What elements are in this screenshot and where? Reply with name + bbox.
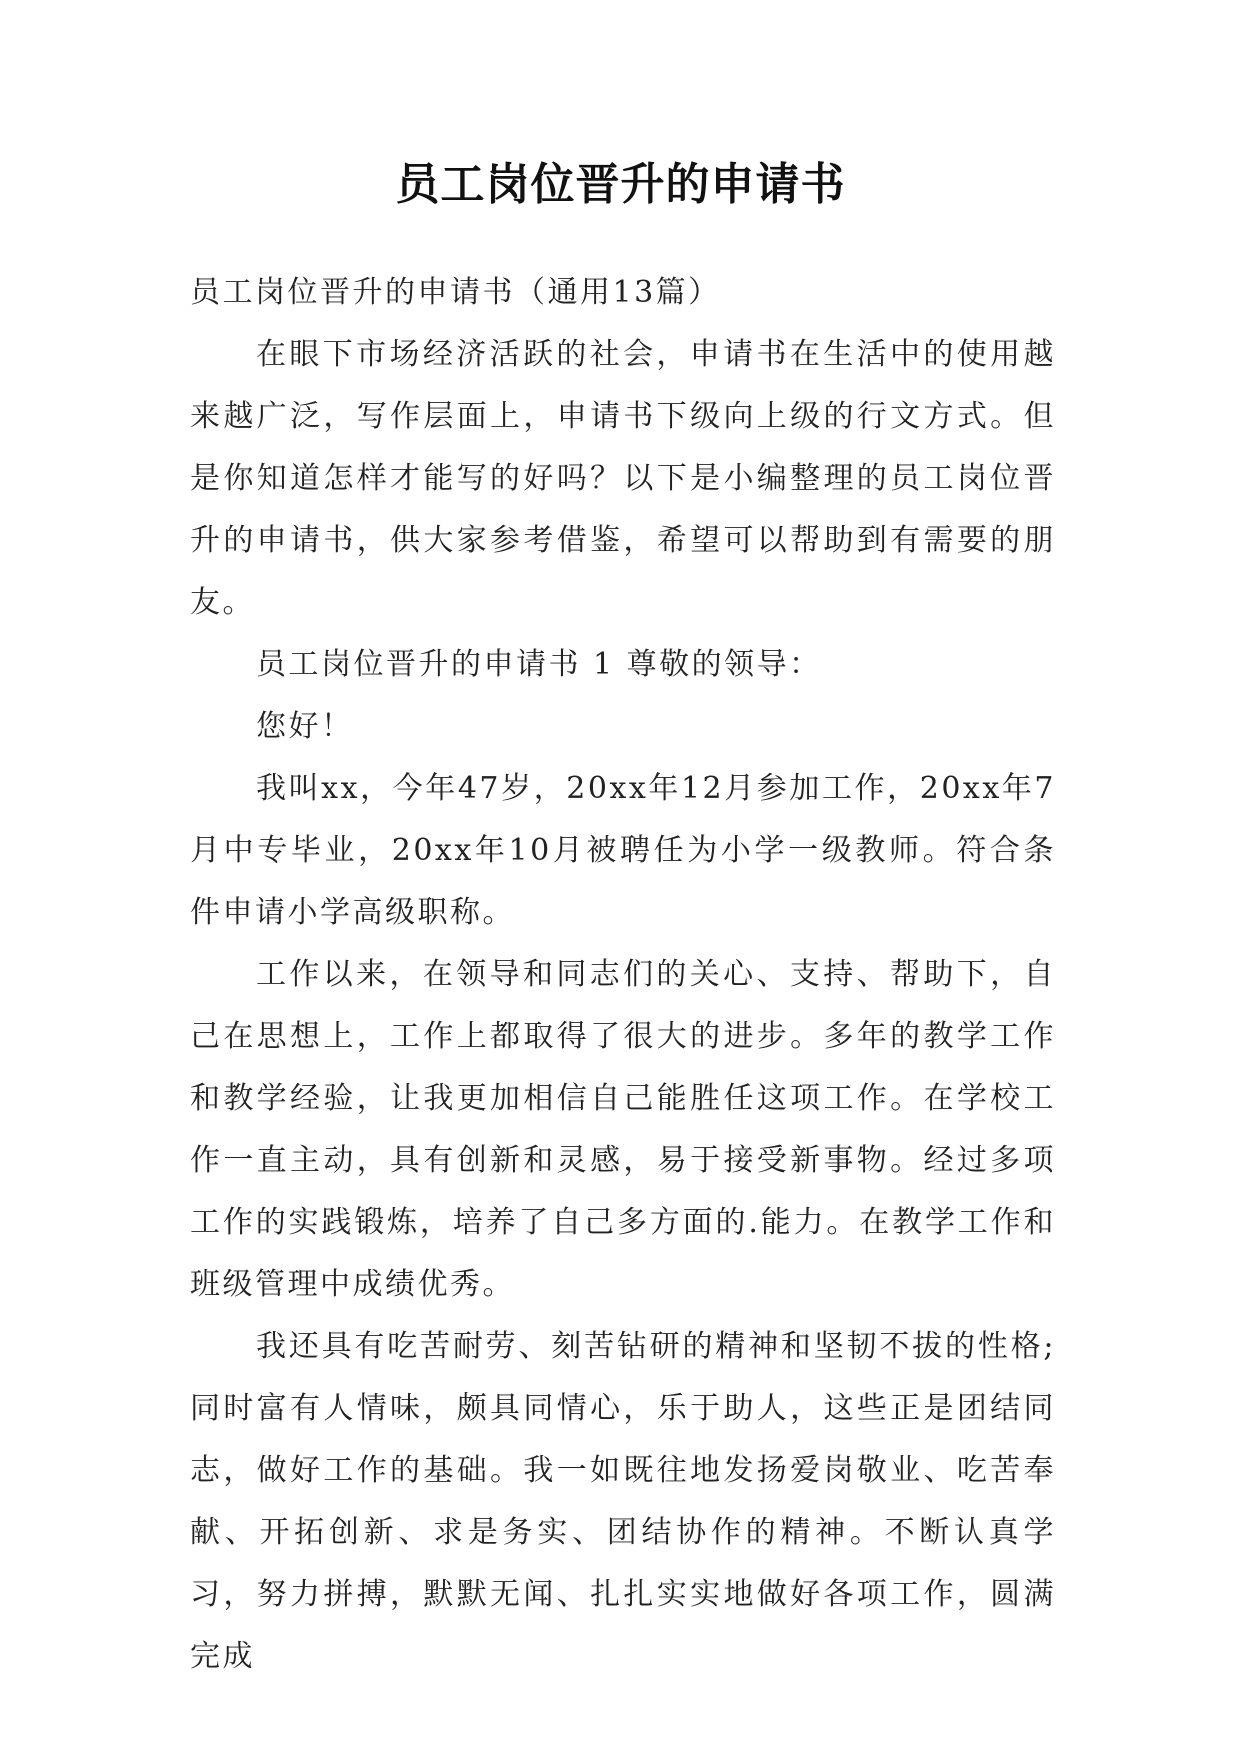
document-body [190, 262, 1056, 1688]
paragraph-self-intro: 我叫xx，今年47岁，20xx年12月参加工作，20xx年7月中专毕业，20xx年10月被聘任为小学一级教师。符合条件申请小学高级职称。 [190, 771, 1056, 930]
paragraph-character: 我还具有吃苦耐劳、刻苦钻研的精神和坚韧不拔的性格;同时富有人情味，颇具同情心，乐于助人，这些正是团结同志，做好工作的基础。我一如既往地发扬爱岗敬业、吃苦奉献、开拓创新、求是务实、团结协作的精神。不断认真学习，努力拼搏，默默无闻、扎扎实实地做好各项工作，圆满完成 [190, 1329, 1056, 1674]
paragraph-greeting: 您好！ [256, 709, 354, 744]
paragraph-salutation: 员工岗位晋升的申请书 1 尊敬的领导： [256, 647, 822, 682]
paragraph-work-experience: 工作以来，在领导和同志们的关心、支持、帮助下，自己在思想上，工作上都取得了很大的进步。多年的教学工作和教学经验，让我更加相信自己能胜任这项工作。在学校工作一直主动，具有创新和灵感，易于接受新事物。经过多项工作的实践锻炼，培养了自己多方面的.能力。在教学工作和班级管理中成绩优秀。 [190, 957, 1056, 1302]
paragraph-intro: 在眼下市场经济活跃的社会，申请书在生活中的使用越来越广泛，写作层面上，申请书下级向上级的行文方式。但是你知道怎样才能写的好吗？以下是小编整理的员工岗位晋升的申请书，供大家参考借鉴，希望可以帮助到有需要的朋友。 [190, 337, 1056, 620]
document-title: 员工岗位晋升的申请书 [395, 159, 846, 210]
document-subtitle: 员工岗位晋升的申请书（通用13篇） [190, 275, 721, 310]
